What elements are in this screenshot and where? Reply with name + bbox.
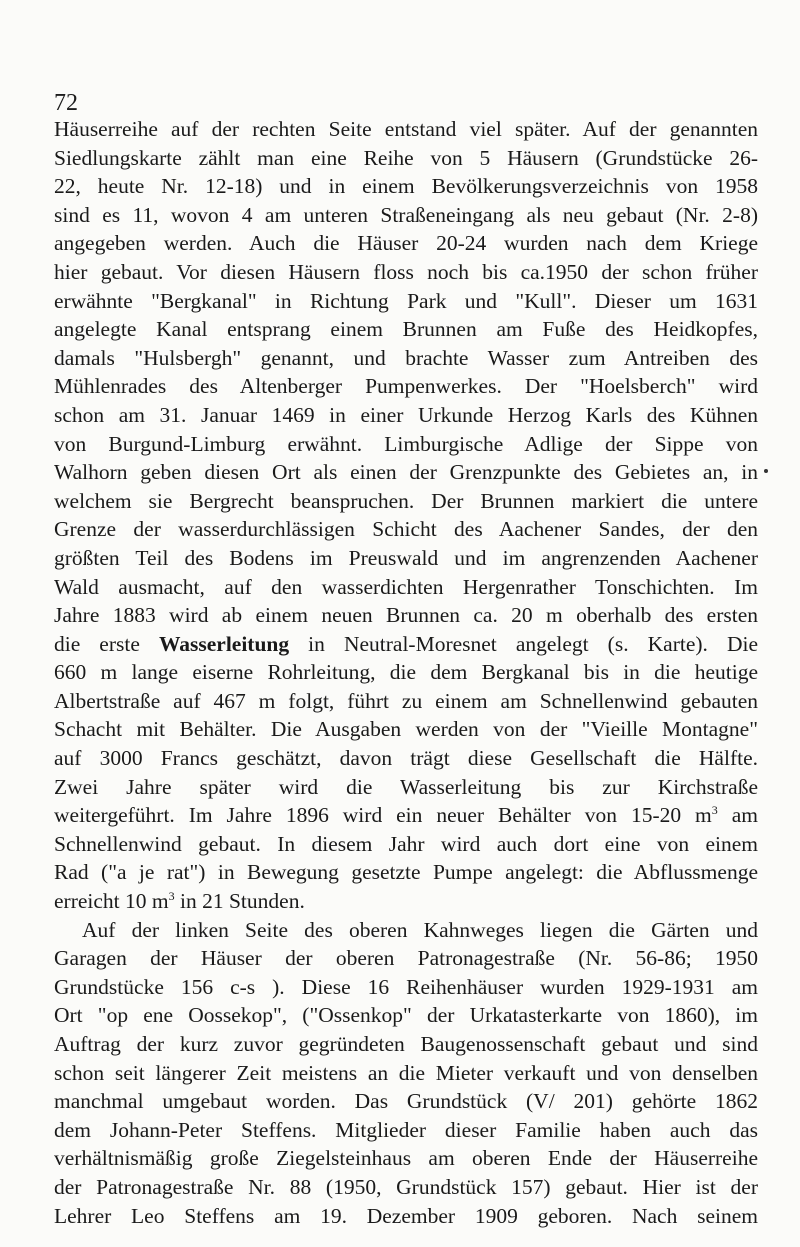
text-line: dem Johann-Peter Steffens. Mitglieder dieser Familie haben auch das (54, 1117, 758, 1142)
text-segment: in Neutral-Moresnet angelegt (s. Karte). Die (289, 631, 758, 656)
text-line: auf 3000 Francs geschätzt, davon trägt diese Gesellschaft die Hälfte. (54, 746, 758, 771)
text-line: Siedlungskarte zählt man eine Reihe von 5 Häusern (Grundstücke 26- (54, 145, 758, 170)
text-line: Jahre 1883 wird ab einem neuen Brunnen ca. 20 m oberhalb des ersten (54, 603, 758, 628)
text-line: 660 m lange eiserne Rohrleitung, die dem Bergkanal bis in die heutige (54, 660, 758, 685)
text-segment: in 21 Stunden. (174, 889, 305, 914)
text-line: Mühlenrades des Altenberger Pumpenwerkes. Der "Hoelsberch" wird (54, 374, 758, 399)
text-line: Schnellenwind gebaut. In diesem Jahr wird auch dort eine von einem (54, 831, 758, 856)
text-line (54, 801, 758, 830)
text-segment: weitergeführt. Im Jahre 1896 wird ein neuer Behälter von 15-20 m (54, 803, 712, 828)
text-line: Lehrer Leo Steffens am 19. Dezember 1909 geboren. Nach seinem (54, 1203, 758, 1228)
text-line: der Patronagestraße Nr. 88 (1950, Grundstück 157) gebaut. Hier ist der (54, 1174, 758, 1199)
text-line: hier gebaut. Vor diesen Häusern floss noch bis ca.1950 der schon früher (54, 259, 758, 284)
text-segment: am (717, 803, 758, 828)
body-text (54, 115, 758, 1230)
text-line: 22, heute Nr. 12-18) und in einem Bevölkerungsverzeichnis von 1958 (54, 174, 758, 199)
text-line: Ort "op ene Oossekop", ("Ossenkop" der Urkatasterkarte von 1860), im (54, 1003, 758, 1028)
text-line: größten Teil des Bodens im Preuswald und im angrenzenden Aachener (54, 545, 758, 570)
text-line: verhältnismäßig große Ziegelsteinhaus am oberen Ende der Häuserreihe (54, 1146, 758, 1171)
text-line: Rad ("a je rat") in Bewegung gesetzte Pumpe angelegt: die Abflussmenge (54, 860, 758, 885)
text-line (54, 887, 758, 916)
text-line: Grundstücke 156 c-s ). Diese 16 Reihenhäuser wurden 1929-1931 am (54, 974, 758, 999)
text-line: Garagen der Häuser der oberen Patronagestraße (Nr. 56-86; 1950 (54, 946, 758, 971)
text-line: Zwei Jahre später wird die Wasserleitung bis zur Kirchstraße (54, 774, 758, 799)
page-number: 72 (54, 90, 78, 116)
bold-term: Wasserleitung (158, 631, 290, 656)
text-line: von Burgund-Limburg erwähnt. Limburgische Adlige der Sippe von (54, 431, 758, 456)
text-line: angegeben werden. Auch die Häuser 20-24 wurden nach dem Kriege (54, 231, 758, 256)
text-segment: die erste (54, 631, 159, 656)
text-line: Albertstraße auf 467 m folgt, führt zu einem am Schnellenwind gebauten (54, 688, 758, 713)
text-line: manchmal umgebaut worden. Das Grundstück (V/ 201) gehörte 1862 (54, 1089, 758, 1114)
text-line: Grenze der wasserdurchlässigen Schicht des Aachener Sandes, der den (54, 517, 758, 542)
text-line: Auftrag der kurz zuvor gegründeten Baugenossenschaft gebaut und sind (54, 1032, 758, 1056)
text-line: schon seit längerer Zeit meistens an die Mieter verkauft und von denselben (54, 1060, 758, 1085)
stray-ink-dot (764, 469, 768, 473)
text-line: Häuserreihe auf der rechten Seite entstand viel später. Auf der genannten (54, 117, 758, 141)
text-segment: erreicht 10 m (54, 889, 169, 914)
text-line: welchem sie Bergrecht beanspruchen. Der Brunnen markiert die untere (54, 488, 758, 513)
text-line (54, 630, 758, 659)
text-line: erwähnte "Bergkanal" in Richtung Park und "Kull". Dieser um 1631 (54, 288, 758, 313)
text-line: damals "Hulsbergh" genannt, und brachte Wasser zum Antreiben des (54, 345, 758, 370)
text-line: Walhorn geben diesen Ort als einen der Grenzpunkte des Gebietes an, in (54, 460, 758, 485)
superscript: 3 (711, 803, 718, 818)
text-line: Auf der linken Seite des oberen Kahnweges liegen die Gärten und (82, 917, 758, 942)
text-line: Wald ausmacht, auf den wasserdichten Hergenrather Tonschichten. Im (54, 574, 758, 599)
superscript: 3 (168, 888, 175, 903)
text-line: Schacht mit Behälter. Die Ausgaben werden von der "Vieille Montagne" (54, 717, 758, 742)
text-line: schon am 31. Januar 1469 in einer Urkunde Herzog Karls des Kühnen (54, 402, 758, 427)
text-line: sind es 11, wovon 4 am unteren Straßeneingang als neu gebaut (Nr. 2-8) (54, 202, 758, 227)
text-line: angelegte Kanal entsprang einem Brunnen am Fuße des Heidkopfes, (54, 317, 758, 342)
